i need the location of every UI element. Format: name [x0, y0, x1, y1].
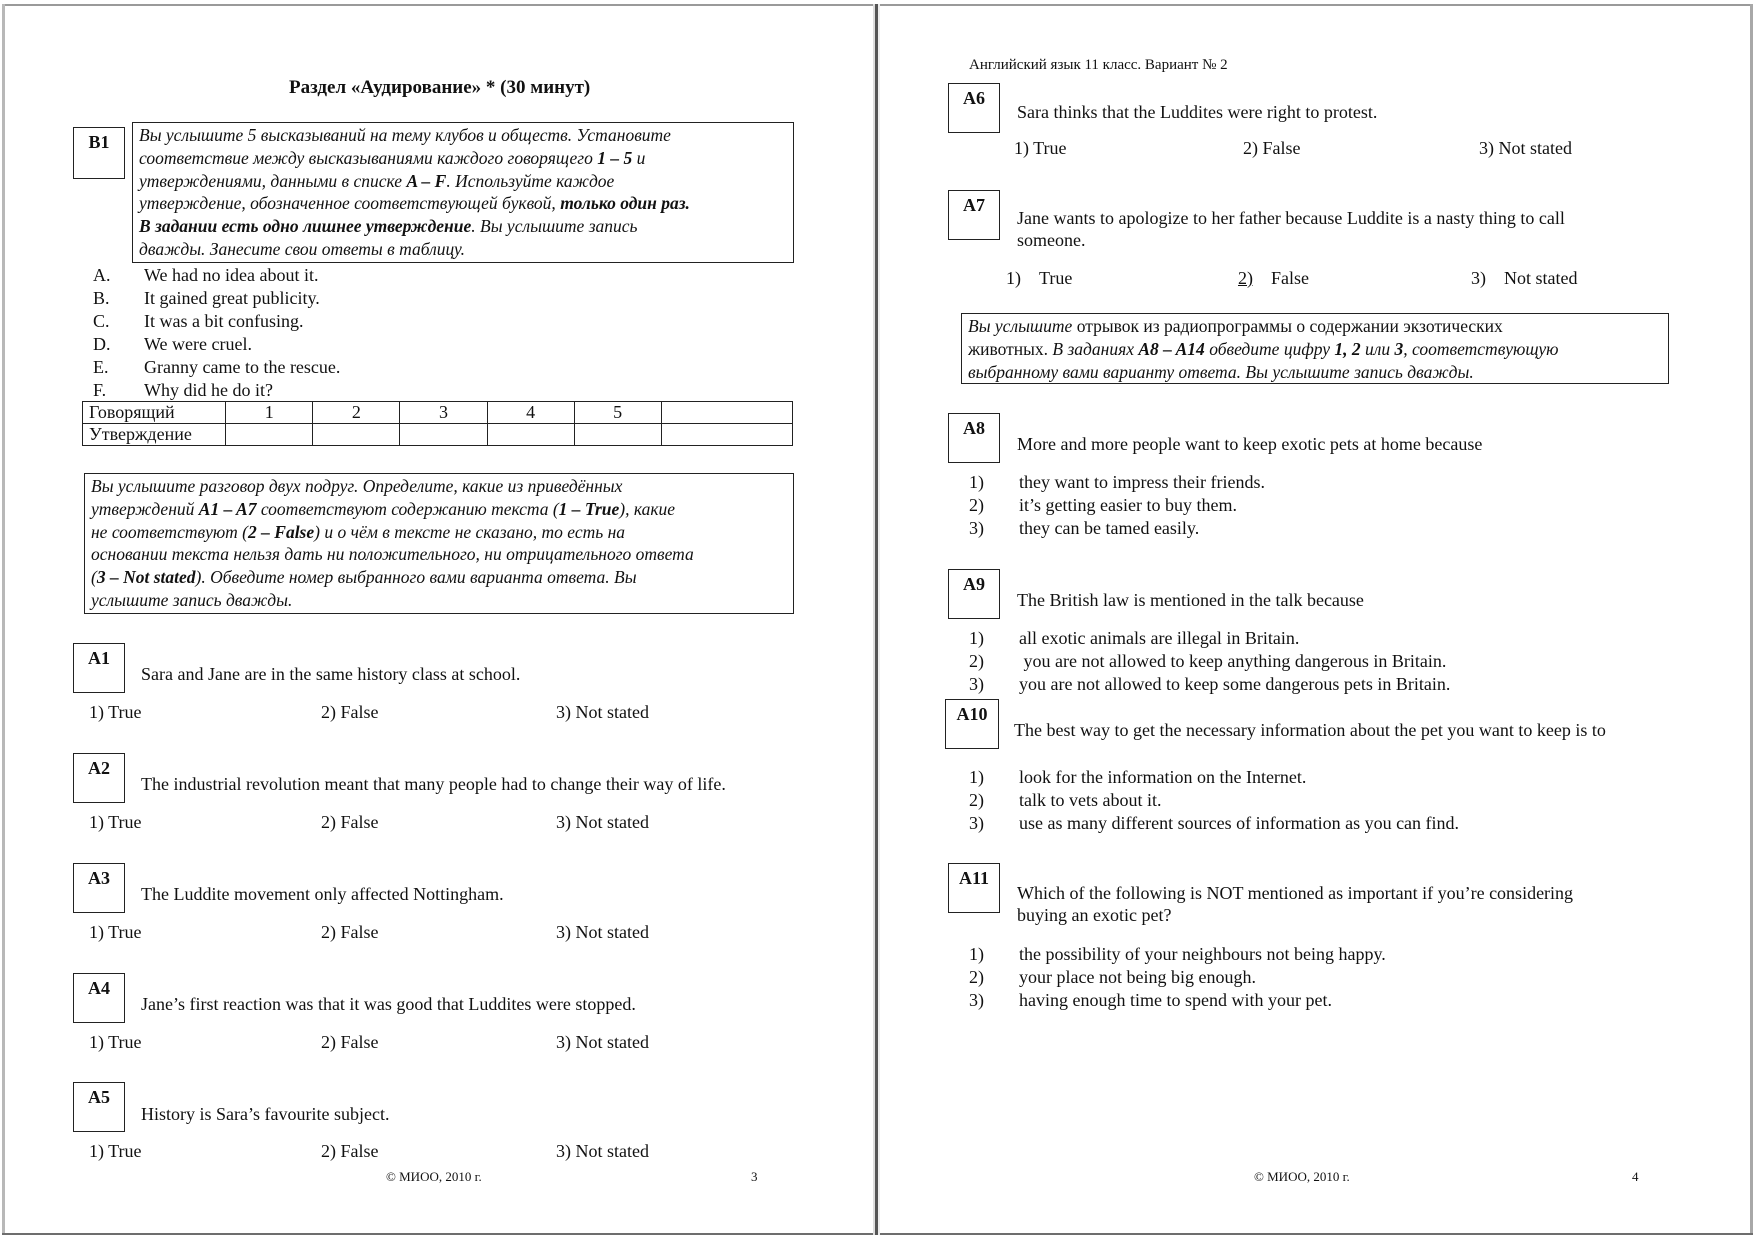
option-number[interactable]: 3)	[969, 674, 984, 694]
question-text: The British law is mentioned in the talk because	[1017, 590, 1364, 610]
table-row	[83, 402, 793, 424]
statement-letter: B.	[93, 288, 110, 308]
task-label-a8: A8	[948, 413, 1000, 463]
statement-letter: D.	[93, 334, 111, 354]
statement-letter: C.	[93, 311, 110, 331]
task-label-b1: B1	[73, 127, 125, 179]
task-label-a7: A7	[948, 190, 1000, 240]
option-text[interactable]: they want to impress their friends.	[1019, 472, 1265, 492]
speaker-number: 5	[574, 402, 661, 424]
question-text: More and more people want to keep exotic pets at home because	[1017, 434, 1483, 454]
option-false[interactable]: 2) False	[321, 1141, 379, 1161]
option-number[interactable]: 2)	[969, 790, 984, 810]
option-not-stated[interactable]: 3) Not stated	[556, 1141, 649, 1161]
b1-instruction: Вы услышите 5 высказываний на тему клубов и обществ. Установите соответствие между высказываниями каждого говорящего 1 – 5 и утверждениями, данными в списке A – F. Используйте каждое утверждение, обозначенное соответствующей буквой, только один раз. В задании есть одно лишнее утверждение. Вы услышите запись дважды. Занесите свои ответы в таблицу.	[132, 122, 794, 263]
question-text: Sara and Jane are in the same history class at school.	[141, 664, 521, 684]
table-header-statement: Утверждение	[83, 424, 226, 446]
option-text[interactable]: your place not being big enough.	[1019, 967, 1256, 987]
option-false[interactable]: 2) False	[321, 922, 379, 942]
question-text: Sara thinks that the Luddites were right to protest.	[1017, 102, 1378, 122]
option-text[interactable]: all exotic animals are illegal in Britain.	[1019, 628, 1300, 648]
page-frame-left	[2, 4, 5, 1235]
answer-cell[interactable]	[400, 424, 487, 446]
option-text[interactable]: they can be tamed easily.	[1019, 518, 1200, 538]
option-number[interactable]: 2)	[969, 495, 984, 515]
option-number[interactable]: 3)	[969, 813, 984, 833]
option-text[interactable]: having enough time to spend with your pet.	[1019, 990, 1332, 1010]
option-number[interactable]: 1)	[969, 472, 984, 492]
option-true[interactable]: 1) True	[1014, 138, 1067, 158]
question-text: The industrial revolution meant that many people had to change their way of life.	[141, 774, 726, 794]
task-label-a11: A11	[948, 863, 1000, 913]
footer-page-number: 4	[1632, 1169, 1639, 1184]
option-false[interactable]: 2) False	[1243, 138, 1301, 158]
option-text[interactable]: you are not allowed to keep anything dangerous in Britain.	[1019, 651, 1447, 671]
answer-cell[interactable]	[313, 424, 400, 446]
page-divider	[875, 4, 878, 1235]
footer-copyright: © МИОО, 2010 г.	[386, 1169, 482, 1184]
option-true[interactable]: 1) True	[89, 922, 142, 942]
statement-text: We had no idea about it.	[144, 265, 319, 285]
option-text[interactable]: use as many different sources of information as you can find.	[1019, 813, 1460, 833]
option-text[interactable]: it’s getting easier to buy them.	[1019, 495, 1237, 515]
question-text: Jane wants to apologize to her father because Luddite is a nasty thing to call someone.	[1017, 208, 1565, 250]
option-true[interactable]: 1) True	[89, 1032, 142, 1052]
option-text[interactable]: the possibility of your neighbours not being happy.	[1019, 944, 1386, 964]
option-text[interactable]: look for the information on the Internet.	[1019, 767, 1307, 787]
option-not-stated[interactable]: 3) Not stated	[556, 812, 649, 832]
speaker-number: 1	[226, 402, 313, 424]
task-label-a2: A2	[73, 753, 125, 803]
task-label-a3: A3	[73, 863, 125, 913]
task-label-a4: A4	[73, 973, 125, 1023]
footer-copyright: © МИОО, 2010 г.	[1254, 1169, 1350, 1184]
statement-letter: F.	[93, 380, 107, 400]
statement-text: Granny came to the rescue.	[144, 357, 341, 377]
option-number[interactable]: 3)	[969, 990, 984, 1010]
b1-answer-table	[82, 401, 793, 446]
task-label-a6: A6	[948, 83, 1000, 133]
option-not-stated[interactable]: 3) Not stated	[556, 922, 649, 942]
option-true[interactable]: 1) True	[89, 702, 142, 722]
option-number[interactable]: 1)	[969, 628, 984, 648]
question-text: The best way to get the necessary information about the pet you want to keep is to	[1014, 720, 1606, 740]
speaker-number: 4	[487, 402, 574, 424]
speaker-number: 2	[313, 402, 400, 424]
page-frame-right	[1750, 4, 1753, 1235]
statement-letter: A.	[93, 265, 111, 285]
option-number[interactable]: 1)	[969, 767, 984, 787]
option-number[interactable]: 3)	[969, 518, 984, 538]
statement-text: Why did he do it?	[144, 380, 273, 400]
option-not-stated[interactable]: 3) Not stated	[1479, 138, 1572, 158]
task-label-a1: A1	[73, 643, 125, 693]
page-header: Английский язык 11 класс. Вариант № 2	[969, 57, 1228, 73]
table-cell-empty	[661, 402, 792, 424]
question-text: Jane’s first reaction was that it was good that Luddites were stopped.	[141, 994, 636, 1014]
option-not-stated[interactable]: 3) Not stated	[556, 702, 649, 722]
table-header-speaker: Говорящий	[83, 402, 226, 424]
option-text[interactable]: you are not allowed to keep some dangerous pets in Britain.	[1019, 674, 1451, 694]
option-true[interactable]: 1) True	[89, 812, 142, 832]
option-true[interactable]: 1) True	[1006, 268, 1073, 288]
option-false[interactable]: 2) False	[321, 702, 379, 722]
option-true[interactable]: 1) True	[89, 1141, 142, 1161]
option-false[interactable]: 2) False	[1238, 268, 1309, 288]
option-false[interactable]: 2) False	[321, 812, 379, 832]
section-title: Раздел «Аудирование» * (30 минут)	[289, 77, 591, 98]
option-false[interactable]: 2) False	[321, 1032, 379, 1052]
task-label-a5: A5	[73, 1082, 125, 1132]
statement-letter: E.	[93, 357, 109, 377]
question-text: History is Sara’s favourite subject.	[141, 1104, 390, 1124]
option-not-stated[interactable]: 3) Not stated	[556, 1032, 649, 1052]
task-label-a9: A9	[948, 569, 1000, 619]
option-not-stated[interactable]: 3) Not stated	[1471, 268, 1578, 288]
question-text: Which of the following is NOT mentioned as important if you’re considering buying an exotic pet?	[1017, 883, 1574, 925]
footer-page-number: 3	[751, 1169, 758, 1184]
table-row	[83, 424, 793, 446]
answer-cell[interactable]	[487, 424, 574, 446]
task-label-a10: A10	[945, 699, 999, 749]
statement-text: It gained great publicity.	[144, 288, 320, 308]
option-number[interactable]: 1)	[969, 944, 984, 964]
option-number[interactable]: 2)	[969, 651, 984, 671]
question-text: The Luddite movement only affected Nottingham.	[141, 884, 504, 904]
option-text[interactable]: talk to vets about it.	[1019, 790, 1162, 810]
a1-a7-instruction: Вы услышите разговор двух подруг. Определите, какие из приведённых утверждений A1 – A7 соответствуют содержанию текста (1 – True), какие не соответствуют (2 – False) и о чём в тексте не сказано, то есть на основании текста нельзя дать ни положительного, ни отрицательного ответа (3 – Not stated). Обведите номер выбранного вами варианта ответа. Вы услышите запись дважды.	[84, 473, 794, 614]
answer-cell[interactable]	[226, 424, 313, 446]
statement-text: We were cruel.	[144, 334, 252, 354]
speaker-number: 3	[400, 402, 487, 424]
option-number[interactable]: 2)	[969, 967, 984, 987]
answer-cell[interactable]	[574, 424, 661, 446]
table-cell-empty	[661, 424, 792, 446]
a8-a14-instruction: Вы услышите отрывок из радиопрограммы о содержании экзотических животных. В заданиях A8 – A14 обведите цифру 1, 2 или 3, соответствующую выбранному вами варианту ответа. Вы услышите запись дважды.	[961, 313, 1669, 384]
statement-text: It was a bit confusing.	[144, 311, 304, 331]
